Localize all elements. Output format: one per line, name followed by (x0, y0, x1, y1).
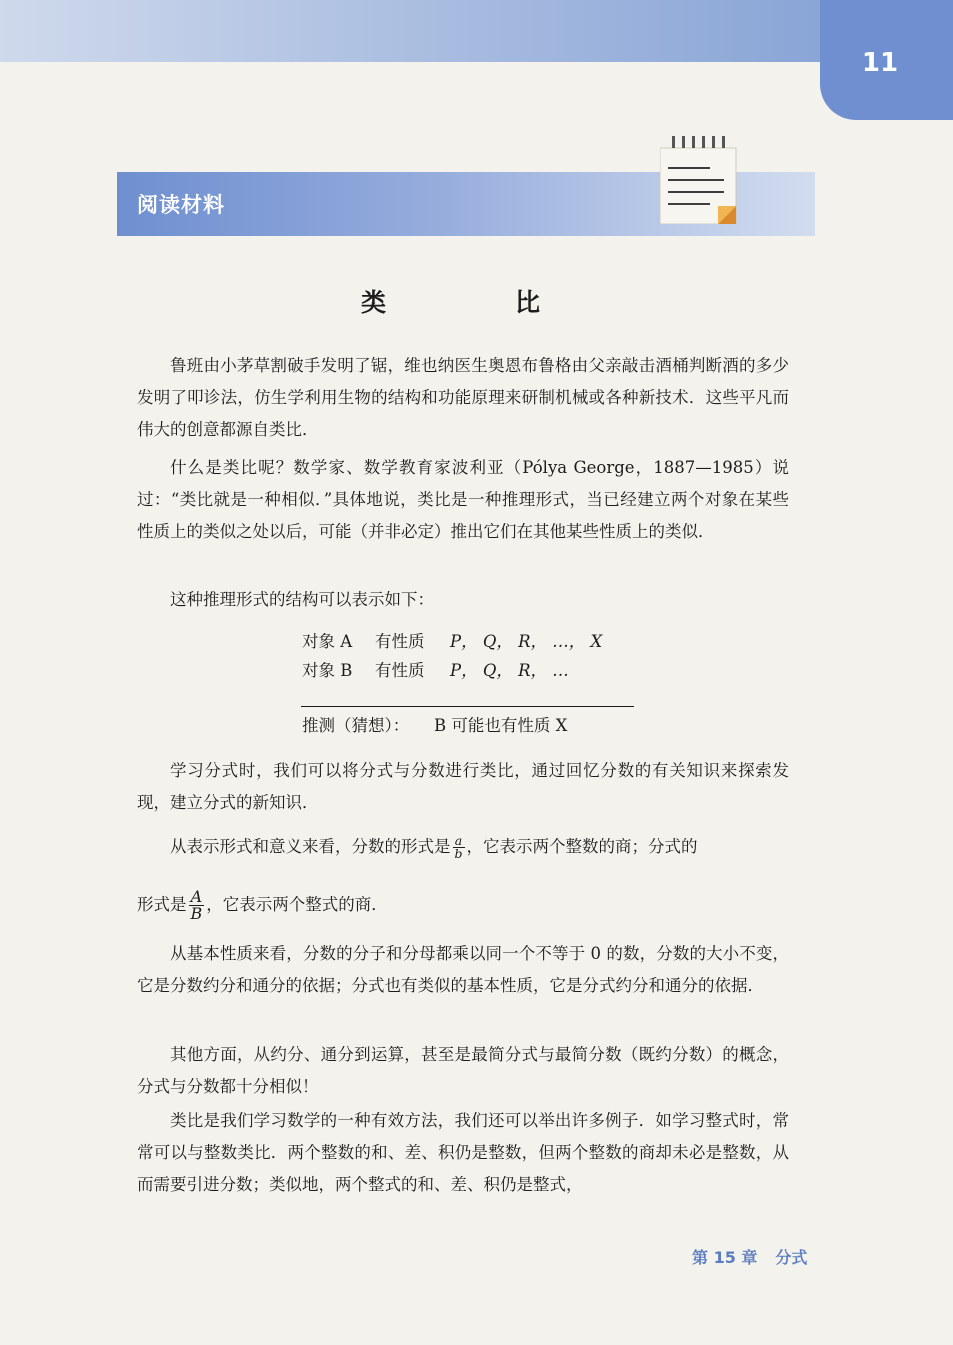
schema-object: 对象 B (302, 661, 353, 680)
paragraph-5-line-2 (137, 889, 388, 922)
section-label: 阅读材料 (137, 193, 225, 217)
article-title: 类 比 (360, 288, 592, 317)
analogy-schema (302, 627, 602, 685)
schema-object: 对象 A (302, 632, 353, 651)
top-color-band (0, 0, 953, 62)
schema-has-property: 有性质 (375, 632, 425, 651)
fraction-numerator: a (453, 835, 465, 849)
paragraph-5-line-1 (170, 831, 698, 863)
paragraph-7: 其他方面，从约分、通分到运算，甚至是最简分式与最简分数（既约分数）的概念，分式与分数都十分相似！ (137, 1045, 789, 1096)
schema-row-a (302, 627, 602, 656)
page-number: 11 (861, 48, 899, 78)
notepad-icon (660, 134, 740, 224)
fraction-numerator: A (189, 889, 205, 906)
schema-properties: P， Q， R， … (450, 661, 569, 680)
conclusion-label: 推测（猜想）： (302, 716, 410, 735)
conclusion-text: B 可能也有性质 X (434, 716, 568, 735)
fraction-A-over-B (189, 889, 205, 922)
schema-properties: P， Q， R， …， X (450, 632, 603, 651)
schema-has-property: 有性质 (375, 661, 425, 680)
paragraph-5-text: ，它表示两个整式的商． (206, 895, 388, 914)
fraction-denominator: B (190, 904, 203, 923)
paragraph-2: 什么是类比呢？数学家、数学教育家波利亚（Pólya George，1887—1985）说过：“类比就是一种相似．”具体地说，类比是一种推理形式，当已经建立两个对象在某些性质上的类似之处以后，可能（并非必定）推出它们在其他某些性质上的类似． (137, 458, 789, 541)
chapter-title: 分式 (775, 1248, 808, 1267)
paragraph-5-text: 形式是 (137, 895, 187, 914)
fraction-denominator: b (454, 846, 463, 861)
fraction-a-over-b (453, 832, 465, 861)
paragraph-5-text: 从表示形式和意义来看，分数的形式是 (170, 837, 451, 856)
paragraph-8: 类比是我们学习数学的一种有效方法，我们还可以举出许多例子．如学习整式时，常常可以与整数类比．两个整数的和、差、积仍是整数，但两个整数的商却未必是整数，从而需要引进分数；类似地，两个整式的和、差、积仍是整式， (137, 1111, 789, 1194)
chapter-footer (692, 1245, 807, 1268)
paragraph-5-text: ，它表示两个整数的商；分式的 (466, 837, 698, 856)
paragraph-6: 从基本性质来看，分数的分子和分母都乘以同一个不等于 0 的数，分数的大小不变，它是分数约分和通分的依据；分式也有类似的基本性质，它是分式约分和通分的依据． (137, 944, 789, 995)
chapter-number: 第 15 章 (692, 1248, 758, 1267)
paragraph-3: 这种推理形式的结构可以表示如下： (170, 590, 434, 609)
paragraph-1: 鲁班由小茅草割破手发明了锯，维也纳医生奥恩布鲁格由父亲敲击酒桶判断酒的多少发明了叩诊法，仿生学利用生物的结构和功能原理来研制机械或各种新技术．这些平凡而伟大的创意都源自类比． (137, 356, 789, 439)
schema-row-b (302, 656, 602, 685)
schema-conclusion (302, 711, 567, 740)
paragraph-4: 学习分式时，我们可以将分式与分数进行类比，通过回忆分数的有关知识来探索发现，建立分式的新知识． (137, 761, 789, 812)
schema-divider (301, 706, 634, 707)
